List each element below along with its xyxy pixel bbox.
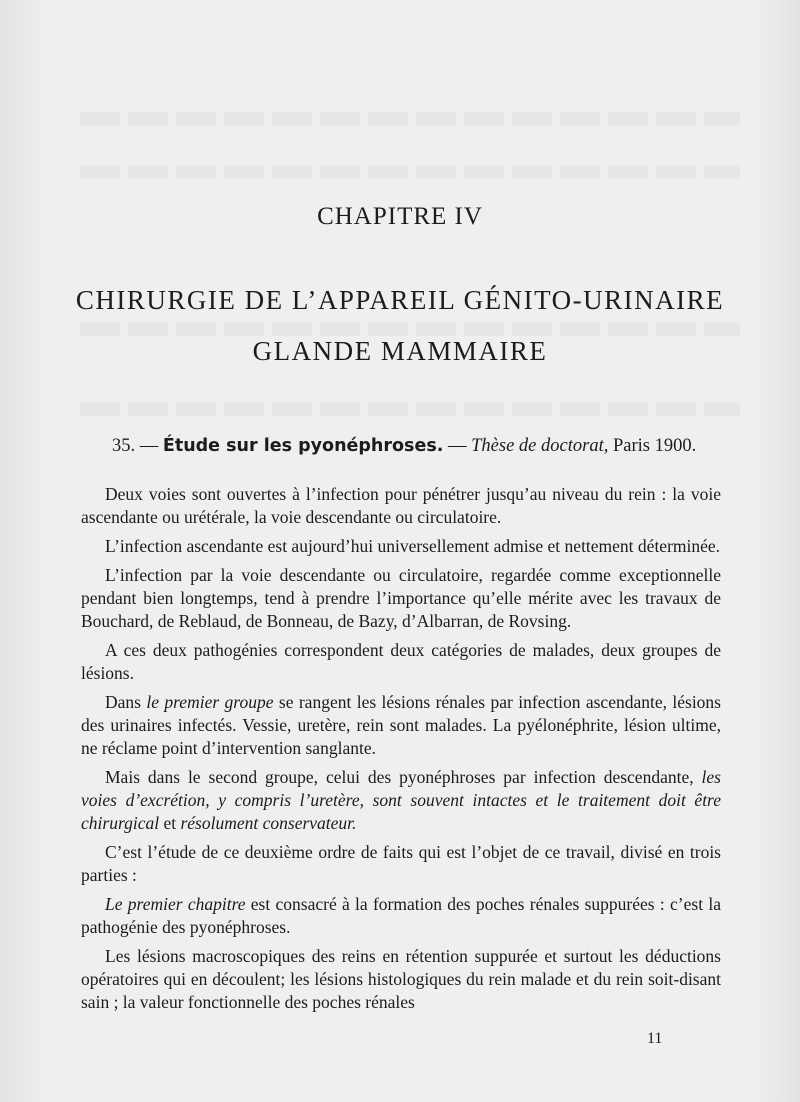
show-through-line bbox=[80, 322, 740, 336]
paragraph: C’est l’étude de ce deuxième ordre de faits qui est l’objet de ce travail, divisé en trois parties : bbox=[81, 842, 721, 885]
page-number: 11 bbox=[647, 1030, 663, 1047]
bibliographic-entry bbox=[112, 436, 712, 457]
chapter-title-line-2: GLANDE MAMMAIRE bbox=[252, 336, 548, 366]
paragraph: Les lésions macroscopiques des reins en rétention suppurée et surtout les déductions opératoires qui en découlent; les lésions histologiques du rein malade et du rein soit-disant sain ; la valeur fonctionnelle des poches rénales bbox=[81, 946, 721, 1012]
paragraph-text: Mais dans le second groupe, celui des pyonéphroses par infection descendante, bbox=[105, 767, 702, 787]
paragraph bbox=[81, 766, 721, 835]
entry-title: Étude sur les pyonéphroses. bbox=[162, 436, 444, 456]
paragraph: Deux voies sont ouvertes à l’infection pour pénétrer jusqu’au niveau du rein : la voie ascendante ou urétérale, la voie descendante ou circulatoire. bbox=[81, 484, 721, 527]
paragraph-text: Dans bbox=[105, 692, 147, 712]
entry-place-year: Paris 1900. bbox=[612, 436, 697, 456]
entry-kind: Thèse de doctorat, bbox=[471, 436, 609, 456]
entry-dash: — bbox=[139, 436, 159, 456]
chapter-heading: CHAPITRE IV bbox=[317, 203, 483, 230]
show-through-line bbox=[80, 165, 740, 179]
paragraph-text: et bbox=[159, 813, 181, 833]
body-text bbox=[81, 483, 721, 1020]
chapter-title-line-1: CHIRURGIE DE L’APPAREIL GÉNITO-URINAIRE bbox=[75, 285, 725, 315]
paragraph bbox=[81, 691, 721, 760]
paragraph-text: se rangent les lésions rénales par infection ascendante, lésions des urinaires infectés. Vessie, uretère, rein sont malades. La pyélonéphrite, lésion ultime, ne réclame point d’intervention sanglante. bbox=[81, 692, 721, 758]
paragraph-italic: les voies d’excrétion, y compris l’uretère, sont souvent intactes et le traitement doit être chirurgical bbox=[81, 767, 721, 833]
paragraph-text: est consacré à la formation des poches rénales suppurées : c’est la pathogénie des pyonéphroses. bbox=[81, 894, 721, 937]
paragraph: L’infection par la voie descendante ou circulatoire, regardée comme exceptionnelle pendant bien longtemps, tend à prendre l’importance qu’elle mérite avec les travaux de Bouchard, de Reblaud, de Bonneau, de Bazy, d’Albarran, de Rovsing. bbox=[81, 565, 721, 631]
entry-dash-2: — bbox=[448, 436, 467, 456]
paragraph-italic: Le premier chapitre bbox=[105, 894, 246, 914]
paragraph bbox=[81, 893, 721, 939]
paragraph-italic: le premier groupe bbox=[146, 692, 274, 712]
paragraph: L’infection ascendante est aujourd’hui universellement admise et nettement déterminée. bbox=[105, 536, 721, 556]
entry-number: 35. bbox=[112, 436, 136, 456]
show-through-line bbox=[80, 402, 740, 416]
show-through-line bbox=[80, 112, 740, 126]
paragraph: A ces deux pathogénies correspondent deux catégories de malades, deux groupes de lésions. bbox=[81, 640, 721, 683]
paragraph-italic: résolument conservateur. bbox=[180, 813, 357, 833]
